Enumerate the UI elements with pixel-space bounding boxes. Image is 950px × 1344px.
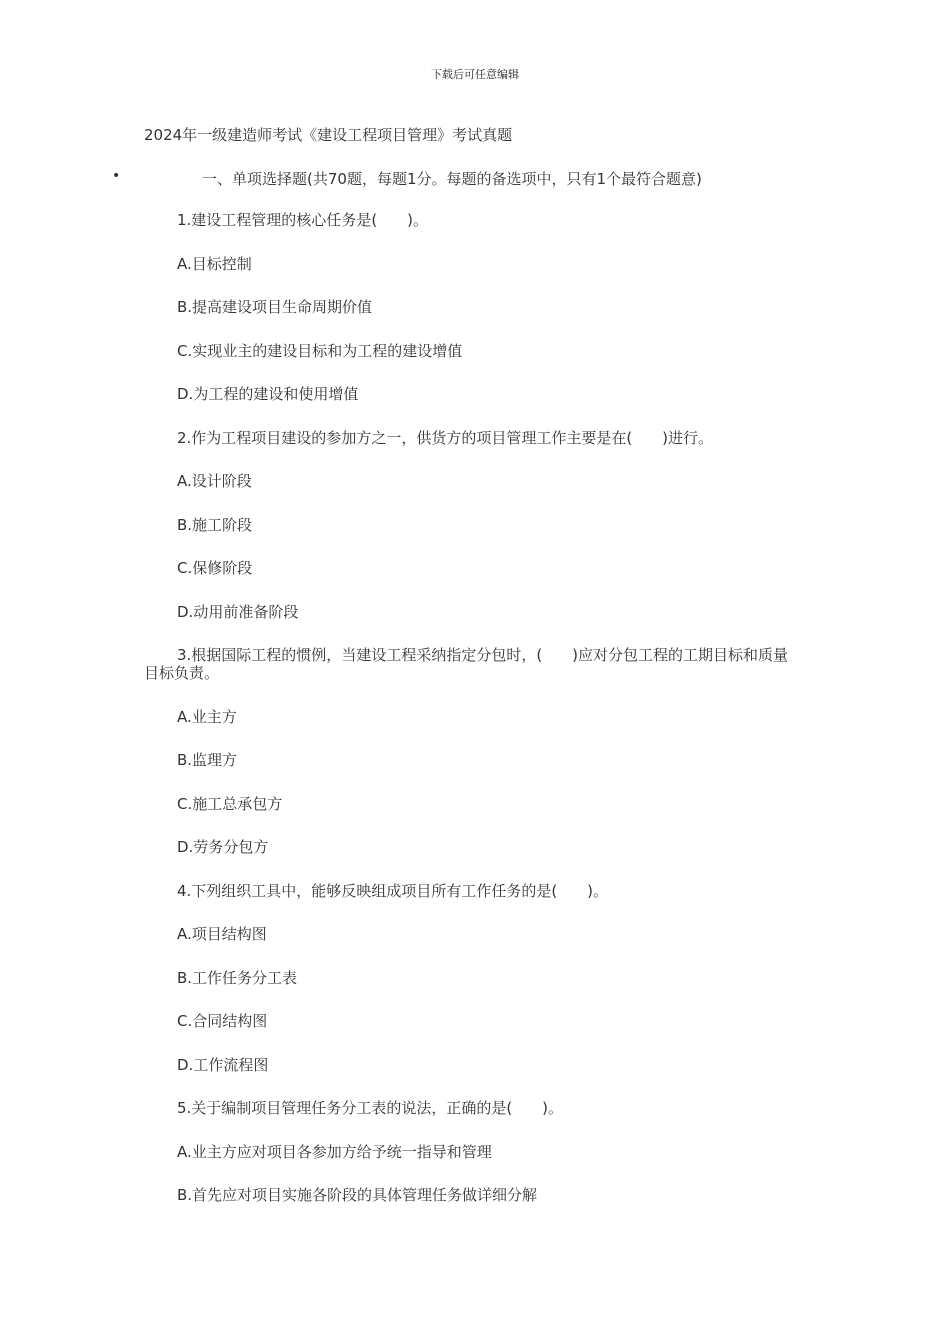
option-1b: B.提高建设项目生命周期价值: [177, 298, 373, 316]
option-2a: A.设计阶段: [177, 472, 252, 490]
page-header-note: 下载后可任意编辑: [431, 68, 519, 81]
option-5b: B.首先应对项目实施各阶段的具体管理任务做详细分解: [177, 1186, 538, 1204]
question-1: 1.建设工程管理的核心任务是( )。: [177, 211, 429, 229]
question-4: 4.下列组织工具中，能够反映组成项目所有工作任务的是( )。: [177, 881, 609, 900]
question-list: [144, 211, 794, 1230]
option-3d: D.劳务分包方: [177, 838, 269, 856]
option-2b: B.施工阶段: [177, 515, 253, 534]
option-3b: B.监理方: [177, 751, 238, 769]
option-2d: D.动用前准备阶段: [177, 602, 299, 621]
option-3a: A.业主方: [177, 707, 237, 726]
option-1d: D.为工程的建设和使用增值: [177, 385, 359, 403]
option-2c: C.保修阶段: [177, 559, 253, 577]
option-5a: A.业主方应对项目各参加方给予统一指导和管理: [177, 1142, 492, 1161]
option-3c: C.施工总承包方: [177, 794, 283, 813]
option-1a: A.目标控制: [177, 254, 252, 273]
question-3: 3.根据国际工程的惯例，当建设工程采纳指定分包时，( )应对分包工程的工期目标和质量目标负责。: [144, 646, 789, 682]
section-heading: 一、单项选择题(共70题，每题1分。每题的备选项中，只有1个最符合题意): [202, 170, 702, 188]
option-1c: C.实现业主的建设目标和为工程的建设增值: [177, 341, 463, 360]
question-2: 2.作为工程项目建设的参加方之一，供货方的项目管理工作主要是在( )进行。: [177, 428, 714, 447]
option-4a: A.项目结构图: [177, 925, 267, 943]
bullet-icon: •: [112, 168, 121, 184]
option-4b: B.工作任务分工表: [177, 968, 298, 987]
option-4c: C.合同结构图: [177, 1012, 268, 1030]
question-5: 5.关于编制项目管理任务分工表的说法，正确的是( )。: [177, 1099, 564, 1117]
option-4d: D.工作流程图: [177, 1055, 269, 1074]
document-title: 2024年一级建造师考试《建设工程项目管理》考试真题: [144, 126, 513, 144]
